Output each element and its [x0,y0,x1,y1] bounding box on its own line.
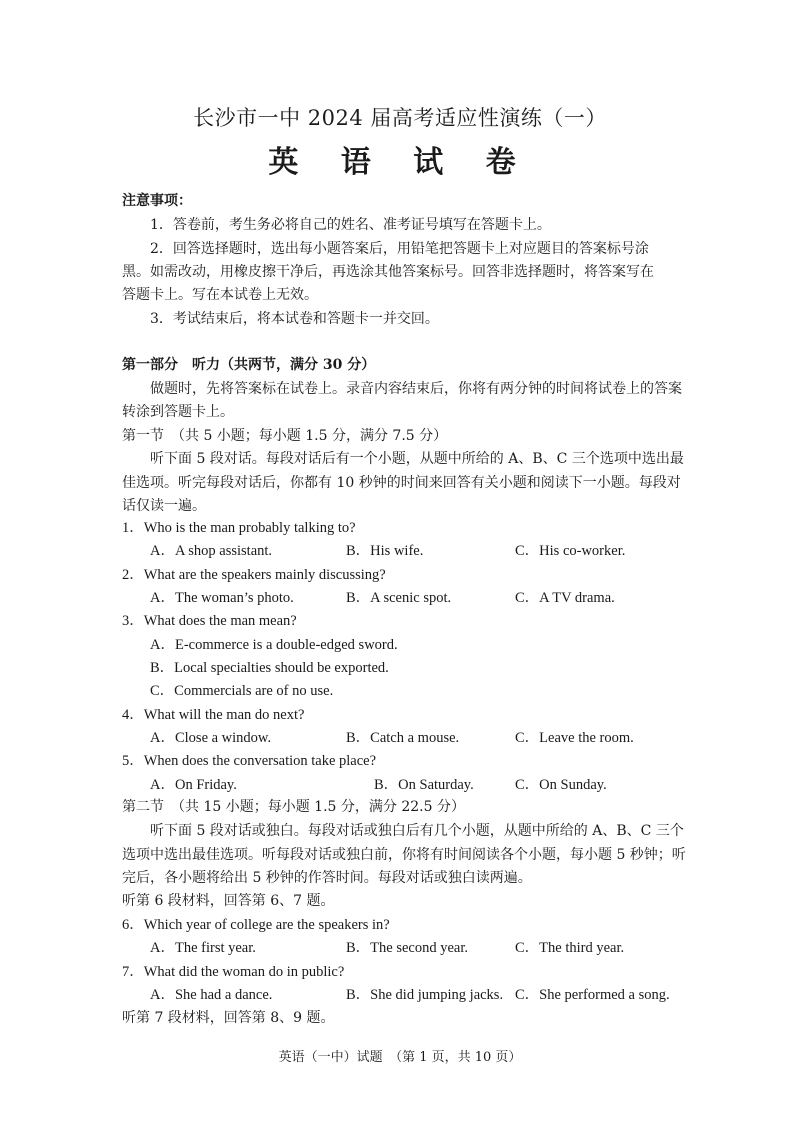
question-5-option-b: B．On Saturday. [374,777,474,793]
section1-intro-line-3: 话仅读一遍。 [122,498,206,514]
question-4-option-b: B．Catch a mouse. [346,730,460,746]
question-5-option-a: A．On Friday. [150,777,237,793]
exam-school-title: 长沙市一中 2024 届高考适应性演练（一） [193,106,607,130]
question-1-option-a: A．A shop assistant. [150,543,273,559]
exam-subject-title: 英 语 试 卷 [268,145,532,180]
question-4-stem: 4．What will the man do next? [122,707,305,723]
question-6-stem: 6．Which year of college are the speakers in? [122,917,390,933]
part1-intro-line-2: 转涂到答题卡上。 [122,404,234,420]
question-7-option-c: C．She performed a song. [515,987,670,1003]
question-4-option-a: A．Close a window. [150,730,272,746]
question-6-option-b: B．The second year. [346,940,469,956]
question-5-option-c: C．On Sunday. [515,777,607,793]
question-2-option-c: C．A TV drama. [515,590,615,606]
notice-item-3: 3．考试结束后，将本试卷和答题卡一并交回。 [150,311,439,327]
question-2-stem: 2．What are the speakers mainly discussing? [122,567,386,583]
section2-heading: 第二节 （共 15 小题；每小题 1.5 分，满分 22.5 分） [122,799,465,815]
question-3-stem: 3．What does the man mean? [122,613,297,629]
notice-item-2-line-3: 答题卡上。写在本试卷上无效。 [122,287,318,303]
section1-intro-line-2: 佳选项。听完每段对话后，你都有 10 秒钟的时间来回答有关小题和阅读下一小题。每段对 [122,475,681,491]
section2-intro-line-1: 听下面 5 段对话或独白。每段对话或独白后有几个小题，从题中所给的 A、B、C 三个 [150,823,684,839]
question-5-stem: 5．When does the conversation take place? [122,753,377,769]
notice-heading: 注意事项： [122,193,192,209]
section2-intro-line-3: 完后，各小题将给出 5 秒钟的作答时间。每段对话或独白读两遍。 [122,870,532,886]
question-6-option-c: C．The third year. [515,940,625,956]
question-7-stem: 7．What did the woman do in public? [122,964,345,980]
question-7-option-b: B．She did jumping jacks. [346,987,504,1003]
part1-intro-line-1: 做题时，先将答案标在试卷上。录音内容结束后，你将有两分钟的时间将试卷上的答案 [150,381,682,397]
question-6-option-a: A．The first year. [150,940,256,956]
question-4-option-c: C．Leave the room. [515,730,634,746]
question-1-option-c: C．His co-worker. [515,543,626,559]
question-1-option-b: B．His wife. [346,543,424,559]
question-7-option-a: A．She had a dance. [150,987,273,1003]
question-2-option-a: A．The woman’s photo. [150,590,294,606]
notice-item-2-line-1: 2．回答选择题时，选出每小题答案后，用铅笔把答题卡上对应题目的答案标号涂 [150,241,649,257]
question-3-option-c: C．Commercials are of no use. [150,683,334,699]
question-3-option-b: B．Local specialties should be exported. [150,660,389,676]
section2-intro-line-2: 选项中选出最佳选项。听每段对话或独白前，你将有时间阅读各个小题，每小题 5 秒钟；听 [122,847,686,863]
question-2-option-b: B．A scenic spot. [346,590,452,606]
material-6-instruction: 听第 6 段材料，回答第 6、7 题。 [122,893,335,909]
notice-item-2-line-2: 黑。如需改动，用橡皮擦干净后，再选涂其他答案标号。回答非选择题时，将答案写在 [122,264,654,280]
question-3-option-a: A．E-commerce is a double-edged sword. [150,637,398,653]
section1-intro-line-1: 听下面 5 段对话。每段对话后有一个小题，从题中所给的 A、B、C 三个选项中选出最 [150,451,684,467]
material-7-instruction: 听第 7 段材料，回答第 8、9 题。 [122,1010,335,1026]
page-footer: 英语（一中）试题 （第 1 页，共 10 页） [278,1050,522,1065]
section1-heading: 第一节 （共 5 小题；每小题 1.5 分，满分 7.5 分） [122,428,448,444]
question-1-stem: 1．Who is the man probably talking to? [122,520,356,536]
notice-item-1: 1．答卷前，考生务必将自己的姓名、准考证号填写在答题卡上。 [150,217,551,233]
part1-heading: 第一部分 听力（共两节，满分 30 分） [122,357,376,373]
